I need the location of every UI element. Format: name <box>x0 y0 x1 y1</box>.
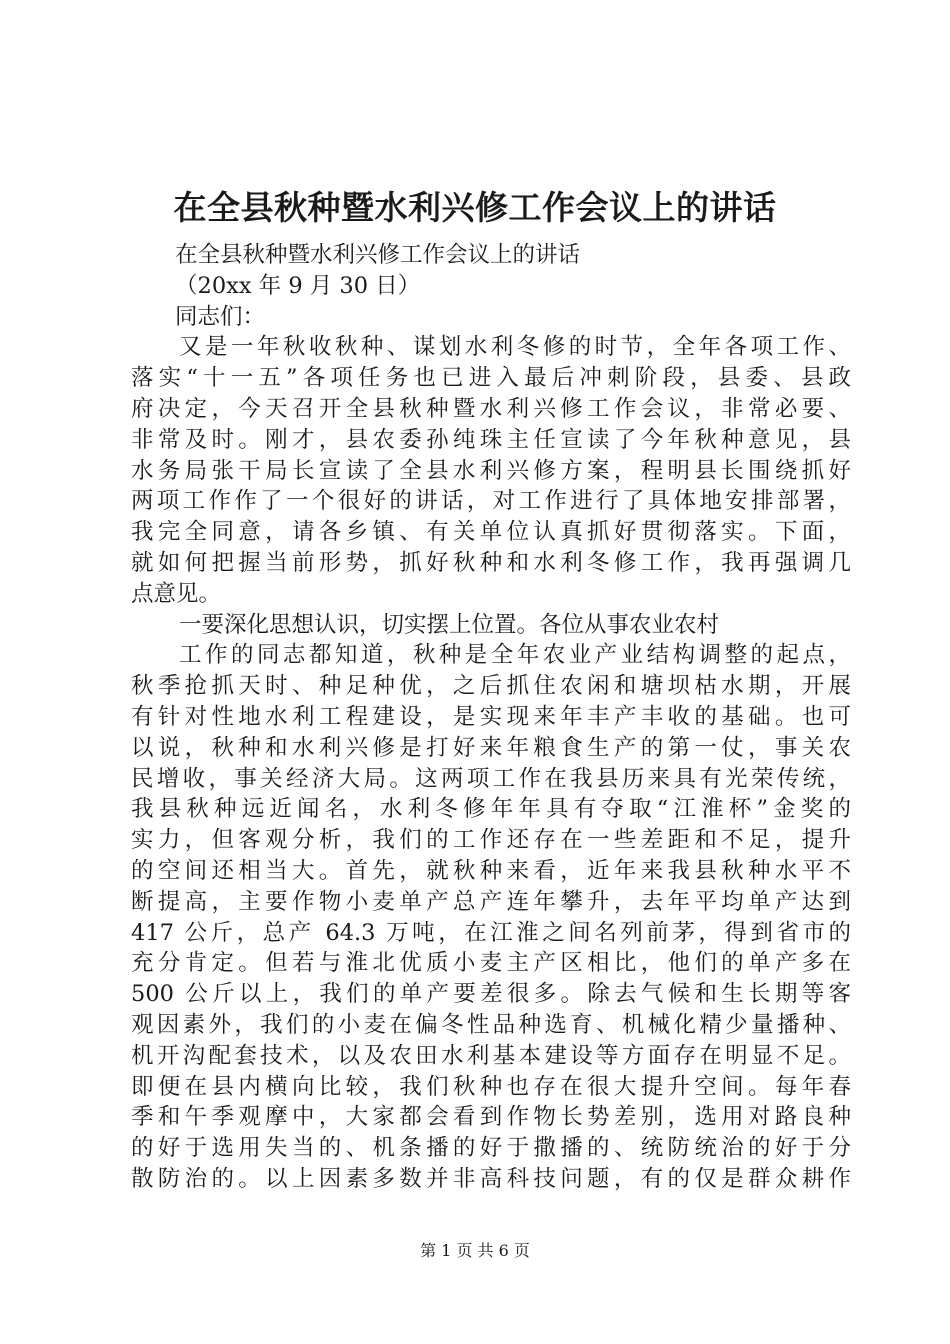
subtitle-line: 在全县秋种暨水利兴修工作会议上的讲话 <box>175 242 581 268</box>
paragraph-line: 500 公斤以上，我们的单产要差很多。除去气候和生长期等客 <box>131 981 851 1008</box>
paragraph-line: 点意见。 <box>131 580 222 607</box>
paragraph-line: 工作的同志都知道，秋种是全年农业产业结构调整的起点， <box>179 642 851 669</box>
paragraph-line: 我完全同意，请各乡镇、有关单位认真抓好贯彻落实。下面， <box>131 519 851 546</box>
paragraph-line: 充分肯定。但若与淮北优质小麦主产区相比，他们的单产多在 <box>131 950 851 977</box>
paragraph-line: 的好于选用失当的、机条播的好于撒播的、统防统治的好于分 <box>131 1135 851 1162</box>
paragraph-line: 散防治的。以上因素多数并非高科技问题，有的仅是群众耕作 <box>131 1165 851 1192</box>
paragraph-line: 观因素外，我们的小麦在偏冬性品种选育、机械化精少量播种、 <box>131 1011 851 1038</box>
paragraph-line: 两项工作作了一个很好的讲话，对工作进行了具体地安排部署， <box>131 488 851 515</box>
paragraph-line: 实力，但客观分析，我们的工作还存在一些差距和不足，提升 <box>131 827 851 854</box>
paragraph-line: 落实“十一五”各项任务也已进入最后冲刺阶段，县委、县政 <box>131 365 851 392</box>
paragraph-line: 水务局张干局长宣读了全县水利兴修方案，程明县长围绕抓好 <box>131 457 851 484</box>
paragraph-line: 机开沟配套技术，以及农田水利基本建设等方面存在明显不足。 <box>131 1042 851 1069</box>
paragraph-line: 又是一年秋收秋种、谋划水利冬修的时节，全年各项工作、 <box>179 334 851 361</box>
page-number-footer: 第 1 页 共 6 页 <box>420 1241 530 1260</box>
paragraph-line: 非常及时。刚才，县农委孙纯珠主任宣读了今年秋种意见，县 <box>131 426 851 453</box>
paragraph-line: 府决定，今天召开全县秋种暨水利兴修工作会议，非常必要、 <box>131 395 851 422</box>
paragraph-line: 就如何把握当前形势，抓好秋种和水利冬修工作，我再强调几 <box>131 549 851 576</box>
document-body <box>131 240 851 1195</box>
paragraph-line: 417 公斤，总产 64.3 万吨，在江淮之间名列前茅，得到省市的 <box>131 919 851 946</box>
section-heading-line: 一要深化思想认识，切实摆上位置。各位从事农业农村 <box>179 611 720 638</box>
salutation-line: 同志们： <box>175 303 266 330</box>
paragraph-line: 断提高，主要作物小麦单产总产连年攀升，去年平均单产达到 <box>131 888 851 915</box>
paragraph-line: 秋季抢抓天时、种足种优，之后抓住农闲和塘坝枯水期，开展 <box>131 673 851 700</box>
paragraph-line: 我县秋种远近闻名，水利冬修年年具有夺取“江淮杯”金奖的 <box>131 796 851 823</box>
paragraph-line: 即便在县内横向比较，我们秋种也存在很大提升空间。每年春 <box>131 1073 851 1100</box>
paragraph-line: 的空间还相当大。首先，就秋种来看，近年来我县秋种水平不 <box>131 857 851 884</box>
paragraph-line: 以说，秋种和水利兴修是打好来年粮食生产的第一仗，事关农 <box>131 734 851 761</box>
date-line: （20xx 年 9 月 30 日） <box>175 272 421 299</box>
paragraph-line: 有针对性地水利工程建设，是实现来年丰产丰收的基础。也可 <box>131 703 851 730</box>
paragraph-line: 季和午季观摩中，大家都会看到作物长势差别，选用对路良种 <box>131 1104 851 1131</box>
document-title: 在全县秋种暨水利兴修工作会议上的讲话 <box>173 188 777 227</box>
paragraph-line: 民增收，事关经济大局。这两项工作在我县历来具有光荣传统， <box>131 765 851 792</box>
